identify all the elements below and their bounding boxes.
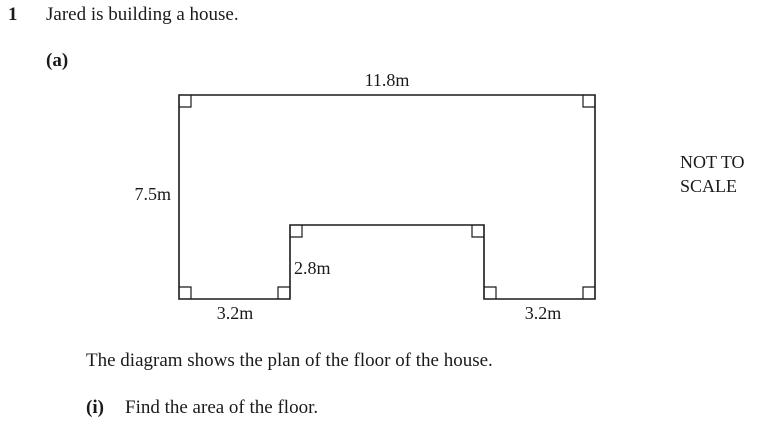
top-length-label: 11.8m (364, 70, 410, 90)
part-a-label: (a) (46, 50, 69, 71)
not-to-scale-line1: NOT TO (680, 152, 745, 172)
not-to-scale-line2: SCALE (680, 176, 738, 196)
left-height-label: 7.5m (134, 184, 171, 204)
question-stem: Jared is building a house. (46, 4, 239, 25)
subpart-i-text: Find the area of the floor. (125, 397, 319, 418)
notch-height-label: 2.8m (294, 258, 331, 278)
right-angle-marker-bottom-left (179, 287, 191, 299)
right-angle-marker-top-right (583, 95, 595, 107)
question-number: 1 (8, 4, 18, 25)
bottom-left-length-label: 3.2m (216, 303, 254, 323)
right-angle-marker-notch-right-bottom (484, 287, 496, 299)
right-angle-marker-notch-left-top (290, 225, 302, 237)
bottom-right-length-label: 3.2m (524, 303, 562, 323)
diagram-description: The diagram shows the plan of the floor of the house. (86, 350, 493, 371)
subpart-i-label: (i) (86, 397, 104, 418)
floor-plan-outline (179, 95, 595, 299)
right-angle-marker-bottom-right (583, 287, 595, 299)
right-angle-marker-top-left (179, 95, 191, 107)
right-angle-marker-notch-left-bottom (278, 287, 290, 299)
right-angle-marker-notch-right-top (472, 225, 484, 237)
